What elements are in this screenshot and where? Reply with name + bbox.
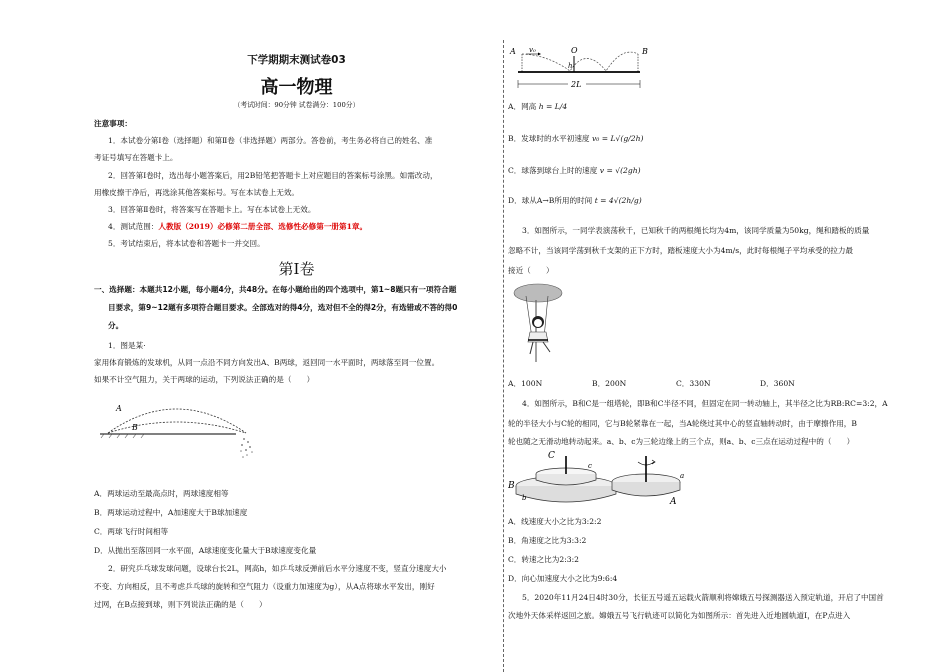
- note-5: 5．考试结束后，将本试卷和答题卡一并交回。: [108, 239, 265, 248]
- notes-title: 注意事项：: [94, 119, 132, 128]
- q3-stem-1: 3．如图所示，一同学表演荡秋千，已知秋千的两根绳长均为4m，该同学质量为50kg，绳和踏板的质量: [522, 226, 870, 235]
- q4-stem-2: 轮的半径大小与C轮的相同，它与B轮紧靠在一起，当A轮绕过其中心的竖直轴转动时，由于摩擦作用，B: [508, 419, 857, 428]
- tree-canopy: [514, 284, 562, 302]
- q3-option-d[interactable]: D．360N: [760, 379, 795, 388]
- note-1b: 考证号填写在答题卡上。: [94, 153, 178, 162]
- q3-option-c[interactable]: C．330N: [676, 379, 711, 388]
- child-leg-right: [543, 342, 550, 352]
- ball-path: [522, 52, 638, 71]
- q1-option-d[interactable]: D．从抛出至落回同一水平面，A球速度变化量大于B球速度变化量: [94, 546, 317, 555]
- instructions-line-3: 分。: [108, 321, 124, 330]
- label-b: B: [508, 481, 515, 491]
- ground-hatch: [101, 434, 144, 438]
- wheel-a-side: [612, 482, 680, 496]
- label-h: h: [568, 62, 573, 70]
- q2-option-c[interactable]: C．球落到球台上时的速度 v = √(2gh): [508, 166, 641, 175]
- note-1a: 1．本试卷分第Ⅰ卷（选择题）和第Ⅱ卷（非选择题）两部分。答卷前，考生务必将自己的姓名、准: [108, 136, 433, 145]
- q2-option-d[interactable]: D．球从A→B所用的时间 t = 4√(2h/g): [508, 196, 642, 205]
- label-b-point: b: [522, 494, 527, 502]
- wheel-b-side: [516, 486, 616, 502]
- instructions-line-1: 一、选择题：本题共12小题，每小题4分，共48分。在每小题给出的四个选项中，第1~8题只有一项符合题: [94, 285, 457, 294]
- q1-stem-2: 如果不计空气阻力，关于两球的运动，下列说法正确的是（ ）: [94, 375, 315, 384]
- formula-a: h = L/4: [538, 102, 568, 111]
- section-title: 第Ⅰ卷: [278, 260, 315, 278]
- label-c: C: [548, 451, 555, 461]
- label-2l: 2L: [571, 80, 582, 89]
- q2-stem-3: 过网，在B点接到球，则下列说法正确的是（ ）: [94, 600, 267, 609]
- v0-arrowhead: [538, 53, 541, 56]
- q1-stem-0: 1．图是某·: [108, 341, 146, 350]
- label-a-point: a: [680, 472, 685, 480]
- left-column: [94, 0, 499, 672]
- q1-option-c[interactable]: C．两球飞行时间相等: [94, 527, 169, 536]
- exam-info: （考试时间：90分钟 试卷满分：100分）: [233, 101, 360, 109]
- q3-stem-3: 接近（ ）: [508, 266, 554, 275]
- label-a: A: [510, 47, 516, 56]
- note-2a: 2．回答第Ⅰ卷时，选出每小题答案后，用2B铅笔把答题卡上对应题目的答案标号涂黑。如需改动，: [108, 171, 438, 180]
- note-3: 3．回答第Ⅱ卷时，将答案写在答题卡上。写在本试卷上无效。: [108, 205, 316, 214]
- note-4-scope: 人教版（2019）必修第二册全部、选修性必修第一册第1章。: [158, 222, 368, 231]
- instructions-line-2: 目要求，第9~12题有多项符合题目要求。全部选对的得4分，选对但不全的得2分，有选错或不答的得0: [108, 303, 458, 312]
- label-a: A: [670, 497, 677, 507]
- trajectory-a: [108, 409, 246, 433]
- exam-series-title: 下学期期末测试卷03: [247, 54, 346, 66]
- formula-d: t = 4√(2h/g): [594, 196, 642, 205]
- label-b: B: [132, 423, 138, 432]
- landing-splash: [240, 438, 253, 458]
- label-c-point: c: [588, 462, 592, 470]
- note-4: [94, 221, 499, 233]
- formula-b: v₀ = L√(g/2h): [591, 134, 644, 143]
- formula-c: v = √(2gh): [599, 166, 641, 175]
- label-v0: v₀: [529, 46, 536, 54]
- right-column: [508, 0, 908, 672]
- q1-option-b[interactable]: B．两球运动过程中，A加速度大于B球加速度: [94, 508, 248, 517]
- q4-option-a[interactable]: A．线速度大小之比为3:2:2: [508, 517, 602, 526]
- column-divider: [503, 40, 504, 672]
- q4-option-c[interactable]: C．转速之比为2:3:2: [508, 555, 579, 564]
- trajectory-b: [108, 422, 246, 433]
- q5-stem-1: 5．2020年11月24日4时30分，长征五号遥五运载火箭顺利将嫦娥五号探测器送入预定轨道，开启了中国首: [522, 593, 884, 602]
- q5-stem-2: 次地外天体采样返回之旅。嫦娥五号飞行轨迹可以简化为如图所示：首先进入近地圆轨道Ⅰ，在P点进入: [508, 611, 851, 620]
- q2-stem-2: 不变、方向相反，且不考虑乒乓球的旋转和空气阻力（设重力加速度为g），从A点将球水平发出，刚好: [94, 582, 435, 591]
- label-a: A: [116, 404, 122, 413]
- q3-option-b[interactable]: B．200N: [592, 379, 627, 388]
- q4-stem-3: 轮也随之无滑动地转动起来。a、b、c为三轮边缘上的三个点，则a、b、c三点在运动过程中的（ ）: [508, 437, 855, 446]
- q1-figure-launcher: [96, 395, 266, 465]
- child-leg-left: [530, 342, 533, 354]
- note-2b: 用橡皮擦干净后，再选涂其他答案标号。写在本试卷上无效。: [94, 188, 300, 197]
- q3-figure-swing: [508, 282, 568, 364]
- q4-option-d[interactable]: D．向心加速度大小之比为9:6:4: [508, 574, 618, 583]
- q4-stem-1: 4．如图所示，B和C是一组塔轮，即B和C半径不同，但固定在同一转动轴上，其半径之比为RB:RC=3:2，A: [522, 399, 888, 408]
- label-b: B: [642, 47, 648, 56]
- q2-stem-1: 2．研究乒乓球发球问题，设球台长2L，网高h，如乒乓球反弹前后水平分速度不变，竖直分速度大小: [108, 564, 447, 573]
- label-o: O: [571, 46, 578, 55]
- q2-figure-table: [508, 44, 658, 94]
- q2-option-b[interactable]: B．发球时的水平初速度 v₀ = L√(g/2h): [508, 134, 644, 143]
- q1-option-a[interactable]: A．两球运动至最高点时，两球速度相等: [94, 489, 229, 498]
- q1-stem-1: 家用体育锻炼的发球机，从同一点沿不同方向发出A、B两球，返回同一水平面时，两球落至同一位置。: [94, 358, 440, 367]
- q3-stem-2: 忽略不计，当该同学荡到秋千支架的正下方时，踏板速度大小为4m/s，此时每根绳子平均承受的拉力最: [508, 246, 854, 255]
- q4-figure-wheels: [508, 448, 688, 508]
- subject-title: 高一物理: [260, 77, 333, 98]
- q3-options: [508, 378, 908, 390]
- q3-option-a[interactable]: A．100N: [508, 379, 543, 388]
- child-face: [534, 319, 542, 327]
- q4-option-b[interactable]: B．角速度之比为3:3:2: [508, 536, 587, 545]
- note-4-prefix: 4．测试范围：: [108, 222, 159, 231]
- q2-option-a[interactable]: A．网高 h = L/4: [508, 102, 568, 111]
